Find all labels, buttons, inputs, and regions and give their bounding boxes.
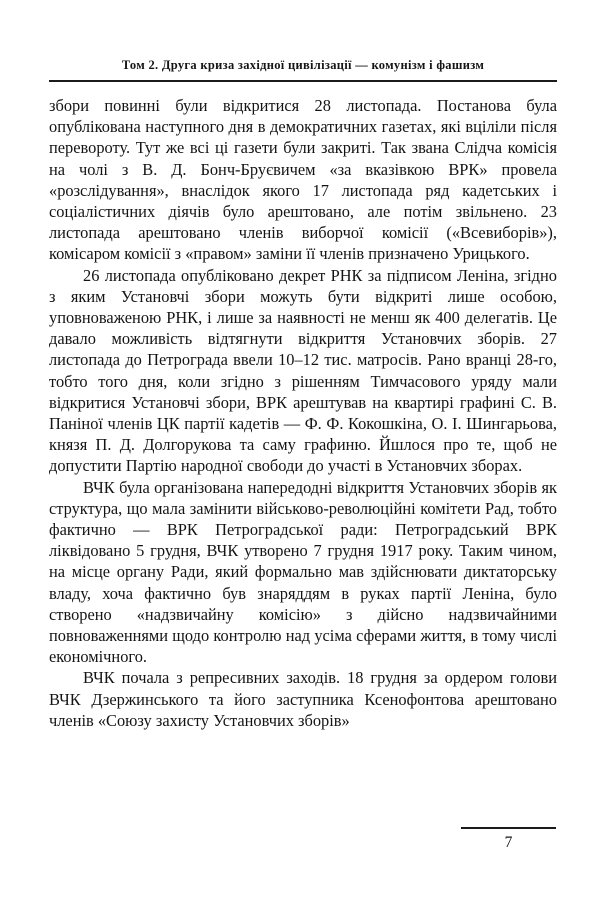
paragraph: збори повинні були відкритися 28 листопада. Постанова була опублікована наступного дня в демократичних газетах, які вціліли після перевороту. Тут же всі ці газети були закриті. Так звана Слідча комісія на чолі з В. Д. Бонч-Бруєвичем «за вказівкою ВРК» провела «розслідування», внаслідок якого 17 листопада ряд кадетських і соціалістичних діячів було арештовано, але потім звільнено. 23 листопада арештовано членів виборчої комісії («Всевиборів»), комісаром комісії з «правом» заміни її членів призначено Урицького. <box>49 96 557 264</box>
page-number: 7 <box>504 834 513 851</box>
header-rule <box>49 80 557 82</box>
page-footer <box>461 827 556 852</box>
page-body <box>49 95 557 731</box>
paragraph: ВЧК почала з репресивних заходів. 18 грудня за ордером голови ВЧК Дзержинського та його заступника Ксенофонтова арештовано членів «Союзу захисту Установчих зборів» <box>49 668 557 730</box>
running-title: Том 2. Друга криза західної цивілізації — комунізм і фашизм <box>121 58 485 72</box>
footer-rule <box>461 827 556 829</box>
paragraph: ВЧК була організована напередодні відкриття Установчих зборів як структура, що мала замінити військово-революційні комітети Рад, тобто фактично — ВРК Петроградської ради: Петроградський ВРК ліквідовано 5 грудня, ВЧК утворено 7 грудня 1917 року. Таким чином, на місце органу Ради, який формально мав здійснювати диктаторську владу, хоча фактично був знаряддям в руках партії Леніна, було створено «надзвичайну комісію» з дійсно надзвичайними повноваженнями щодо контролю над усіма сферами життя, в тому числі економічного. <box>49 477 557 667</box>
paragraph: 26 листопада опубліковано декрет РНК за підписом Леніна, згідно з яким Установчі збори можуть бути відкриті лише особою, уповноваженою РНК, і лише за наявності не менш як 400 делегатів. Це давало можливість відтягнути відкриття Установчих зборів. 27 листопада до Петрограда ввели 10–12 тис. матросів. Рано вранці 28-го, тобто того дня, коли згідно з рішенням Тимчасового уряду мали відкритися Установчі збори, ВРК арештував на квартирі графині С. В. Паніної членів ЦК партії кадетів — Ф. Ф. Кокошкіна, О. І. Шингарьова, князя П. Д. Долгорукова та саму графиню. Йшлося про те, щоб не допустити Партію народної свободи до участі в Установчих зборах. <box>49 265 557 476</box>
page-header <box>49 58 557 82</box>
page-content <box>49 58 557 731</box>
